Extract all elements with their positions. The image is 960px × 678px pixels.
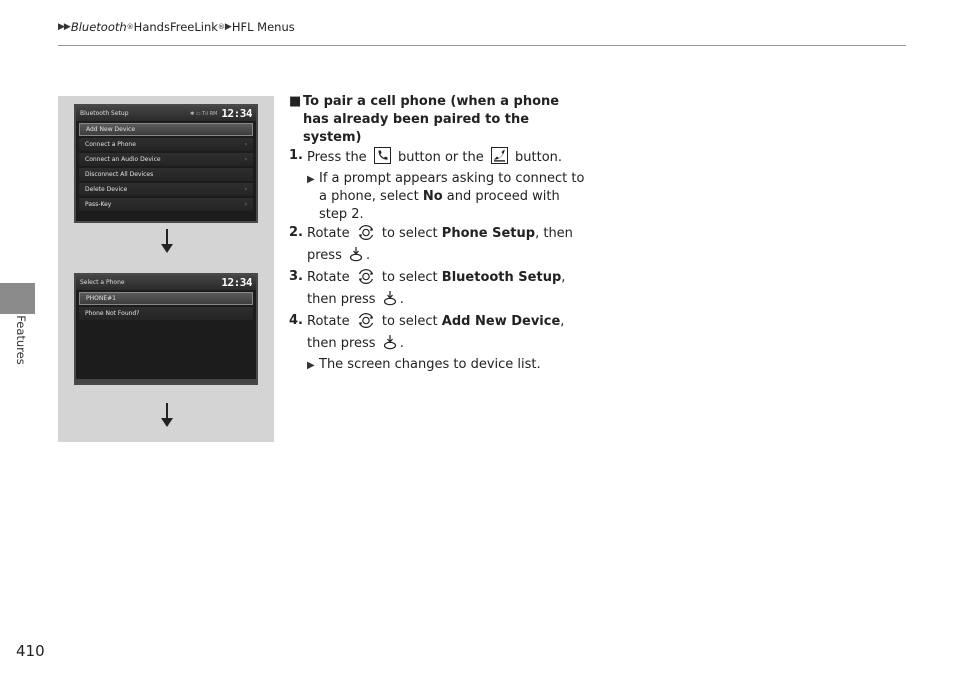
- breadcrumb-hfl-menus: HFL Menus: [231, 20, 295, 34]
- menu-item-connect-a-phone[interactable]: Connect a Phone ›: [79, 138, 253, 151]
- menu-item-add-new-device[interactable]: Add New Device: [79, 123, 253, 136]
- selector-knob-icon: [357, 268, 375, 290]
- menu-list: [76, 290, 256, 320]
- registered-mark: ®: [217, 23, 225, 31]
- step-1-note: ▶ If a prompt appears asking to connect to a phone, select No and proceed with step 2.: [307, 171, 585, 222]
- press-icon: [383, 290, 397, 312]
- menu-list: [76, 121, 256, 211]
- screen-bottom-bar: [76, 379, 256, 383]
- selector-knob-icon: [357, 312, 375, 334]
- bluetooth-setup-screen: [74, 104, 258, 223]
- screen-header: [76, 106, 256, 121]
- registered-mark: ®: [126, 23, 134, 31]
- pickup-icon: [491, 147, 508, 170]
- chevron-right-icon: ›: [244, 156, 247, 163]
- menu-item-pass-key[interactable]: Pass-Key ›: [79, 198, 253, 211]
- down-arrow-icon: [166, 403, 168, 425]
- step-4: 4. Rotate to select Add New Device, then press .: [289, 312, 589, 356]
- section-heading: ■ To pair a cell phone (when a phone has already been paired to the system): [289, 94, 560, 145]
- menu-item-connect-audio-device[interactable]: Connect an Audio Device ›: [79, 153, 253, 166]
- phone-icon: [374, 147, 391, 170]
- screen-title: Select a Phone: [80, 279, 125, 286]
- menu-item-disconnect-all[interactable]: Disconnect All Devices: [79, 168, 253, 181]
- screen-header: [76, 275, 256, 290]
- step-2: 2. Rotate to select Phone Setup, then press .: [289, 224, 589, 268]
- status-icons: ✱ ▭ Tıl RM: [190, 110, 218, 117]
- screen-title: Bluetooth Setup: [80, 110, 129, 117]
- down-arrow-icon: [166, 229, 168, 251]
- press-icon: [349, 246, 363, 268]
- step-3: 3. Rotate to select Bluetooth Setup, then press .: [289, 268, 589, 312]
- breadcrumb-bluetooth: Bluetooth: [70, 20, 127, 34]
- press-icon: [383, 334, 397, 356]
- chevron-right-icon: ›: [244, 141, 247, 148]
- breadcrumb-marker: ▶▶: [58, 22, 70, 32]
- instructions: [289, 93, 589, 375]
- selector-knob-icon: [357, 224, 375, 246]
- menu-item-delete-device[interactable]: Delete Device ›: [79, 183, 253, 196]
- header-rule: [58, 45, 906, 46]
- section-tab-marker: [0, 283, 35, 314]
- screen-clock: 12:34: [221, 107, 252, 120]
- heading-square-icon: ■: [289, 94, 302, 109]
- section-tab-label: Features: [14, 315, 28, 365]
- select-phone-screen: [74, 273, 258, 385]
- chevron-right-icon: ›: [244, 201, 247, 208]
- breadcrumb: [58, 20, 295, 34]
- screen-clock: 12:34: [221, 276, 252, 289]
- menu-item-phone-1[interactable]: PHONE#1: [79, 292, 253, 305]
- breadcrumb-handsfreelink: HandsFreeLink: [133, 20, 218, 34]
- step-4-note: ▶ The screen changes to device list.: [307, 357, 541, 372]
- figure-panel: [58, 96, 274, 442]
- step-1: 1. Press the button or the button.: [289, 147, 589, 170]
- breadcrumb-separator: ▶: [224, 22, 231, 32]
- menu-item-phone-not-found[interactable]: Phone Not Found?: [79, 307, 253, 320]
- chevron-right-icon: ›: [244, 186, 247, 193]
- page-number: 410: [16, 642, 45, 660]
